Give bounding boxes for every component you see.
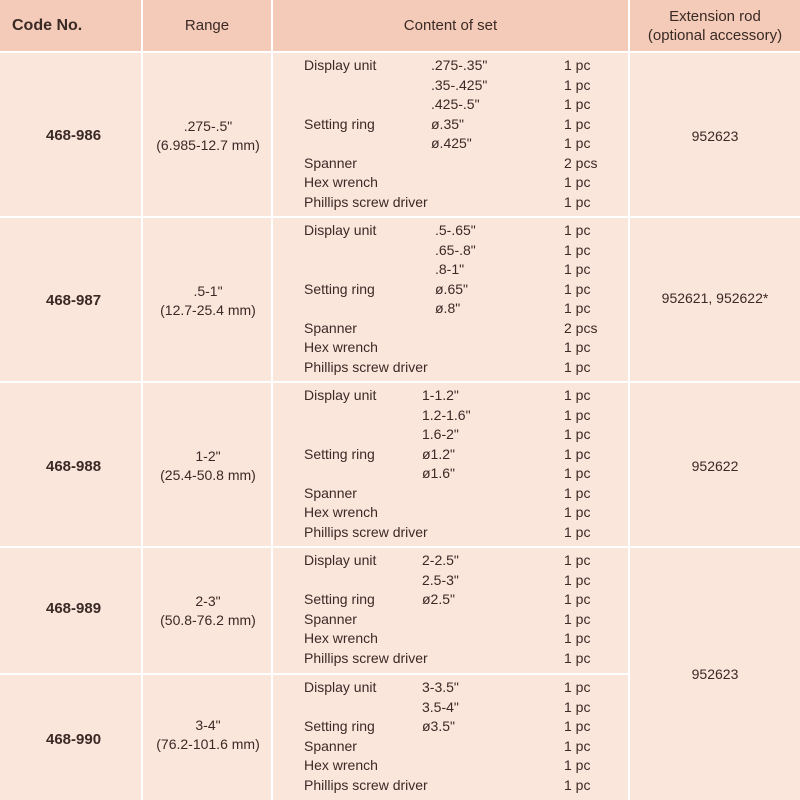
item-name: Spanner — [304, 737, 357, 754]
item-qty: 1 pc — [564, 698, 591, 715]
item-qty: 2 pcs — [564, 154, 598, 171]
range-cell — [143, 716, 273, 754]
grid-line — [0, 673, 628, 675]
item-spec: ø.8" — [435, 300, 461, 316]
item-spec: ø.65" — [435, 280, 468, 297]
item-name: Hex wrench — [304, 630, 378, 646]
item-name: Phillips screw driver — [304, 193, 428, 210]
grid-line — [0, 51, 800, 53]
item-name: Display unit — [304, 679, 377, 695]
header-content: Content of set — [273, 0, 628, 51]
item-qty: 1 pc — [564, 649, 591, 666]
item-qty: 1 pc — [564, 339, 591, 355]
header-code: Code No. — [0, 0, 141, 51]
item-name: Setting ring — [304, 445, 375, 462]
item-spec: ø.35" — [431, 115, 464, 132]
extension-rod: 952623 — [691, 666, 739, 682]
item-spec: .5-.65" — [435, 222, 476, 238]
item-qty: 1 pc — [564, 387, 591, 403]
item-name: Phillips screw driver — [304, 358, 428, 375]
item-spec: ø1.2" — [422, 445, 455, 462]
item-qty: 1 pc — [564, 358, 591, 375]
item-qty: 1 pc — [564, 679, 591, 695]
item-qty: 1 pc — [564, 718, 591, 734]
item-spec: 2.5-3" — [422, 571, 459, 588]
header-extension-line1: Extension rod — [669, 7, 761, 25]
range-cell — [143, 282, 273, 320]
item-name: Display unit — [304, 387, 377, 403]
item-qty: 1 pc — [564, 96, 591, 112]
item-qty: 1 pc — [564, 523, 591, 540]
header-extension — [630, 0, 800, 51]
range-mm: (50.8-76.2 mm) — [160, 612, 256, 628]
item-spec: 1-1.2" — [422, 387, 459, 403]
range-mm: (25.4-50.8 mm) — [160, 467, 256, 483]
item-qty: 1 pc — [564, 222, 591, 238]
item-name: Setting ring — [304, 718, 375, 734]
item-qty: 1 pc — [564, 591, 591, 607]
item-name: Spanner — [304, 319, 357, 336]
item-name: Display unit — [304, 552, 377, 568]
item-name: Hex wrench — [304, 504, 378, 520]
code-number: 468-987 — [46, 292, 102, 309]
item-qty: 1 pc — [564, 300, 591, 316]
item-spec: ø1.6" — [422, 465, 455, 481]
range-inch: 3-4" — [195, 717, 221, 733]
item-qty: 1 pc — [564, 571, 591, 588]
item-spec: .35-.425" — [431, 76, 488, 93]
item-name: Hex wrench — [304, 174, 378, 190]
item-qty: 1 pc — [564, 261, 591, 277]
extension-rod: 952623 — [691, 128, 739, 144]
range-mm: (6.985-12.7 mm) — [156, 137, 260, 153]
item-qty: 1 pc — [564, 776, 591, 793]
range-mm: (12.7-25.4 mm) — [160, 302, 256, 318]
range-inch: 2-3" — [195, 593, 221, 609]
range-cell — [143, 117, 273, 155]
item-name: Hex wrench — [304, 757, 378, 773]
range-inch: .275-.5" — [183, 118, 233, 134]
range-cell — [143, 592, 273, 630]
range-cell — [143, 447, 273, 485]
item-name: Spanner — [304, 610, 357, 627]
item-name: Setting ring — [304, 280, 375, 297]
code-number: 468-990 — [46, 731, 102, 748]
grid-line — [0, 381, 800, 383]
code-number: 468-989 — [46, 600, 102, 617]
item-qty: 1 pc — [564, 757, 591, 773]
item-qty: 1 pc — [564, 737, 591, 754]
item-qty: 1 pc — [564, 504, 591, 520]
grid-line — [0, 216, 800, 218]
item-name: Setting ring — [304, 591, 375, 607]
item-qty: 1 pc — [564, 241, 591, 258]
range-inch: 1-2" — [195, 448, 221, 464]
item-spec: .8-1" — [435, 261, 465, 277]
item-qty: 1 pc — [564, 76, 591, 93]
item-qty: 1 pc — [564, 174, 591, 190]
item-qty: 2 pcs — [564, 319, 598, 336]
item-qty: 1 pc — [564, 135, 591, 151]
range-mm: (76.2-101.6 mm) — [156, 736, 260, 752]
item-qty: 1 pc — [564, 552, 591, 568]
item-name: Spanner — [304, 484, 357, 501]
item-qty: 1 pc — [564, 193, 591, 210]
item-spec: 1.2-1.6" — [422, 406, 471, 423]
extension-rod: 952622 — [691, 458, 739, 474]
item-name: Setting ring — [304, 115, 375, 132]
header-range: Range — [143, 0, 271, 51]
range-inch: .5-1" — [193, 283, 223, 299]
item-name: Spanner — [304, 154, 357, 171]
item-qty: 1 pc — [564, 630, 591, 646]
item-name: Display unit — [304, 57, 377, 73]
item-spec: 3.5-4" — [422, 698, 459, 715]
item-qty: 1 pc — [564, 484, 591, 501]
grid-line — [0, 546, 800, 548]
item-name: Phillips screw driver — [304, 649, 428, 666]
item-spec: ø2.5" — [422, 591, 455, 607]
code-number: 468-986 — [46, 127, 102, 144]
item-spec: .275-.35" — [431, 57, 488, 73]
item-spec: 1.6-2" — [422, 426, 459, 442]
item-qty: 1 pc — [564, 465, 591, 481]
item-name: Hex wrench — [304, 339, 378, 355]
item-spec: .425-.5" — [431, 96, 480, 112]
item-qty: 1 pc — [564, 406, 591, 423]
extension-rod: 952621, 952622* — [661, 290, 769, 306]
item-qty: 1 pc — [564, 610, 591, 627]
item-qty: 1 pc — [564, 115, 591, 132]
header-extension-line2: (optional accessory) — [647, 26, 783, 44]
item-qty: 1 pc — [564, 426, 591, 442]
item-name: Phillips screw driver — [304, 523, 428, 540]
item-qty: 1 pc — [564, 280, 591, 297]
item-spec: ø.425" — [431, 135, 472, 151]
item-spec: .65-.8" — [435, 241, 476, 258]
item-qty: 1 pc — [564, 57, 591, 73]
code-number: 468-988 — [46, 458, 102, 475]
item-spec: 2-2.5" — [422, 552, 459, 568]
item-spec: ø3.5" — [422, 718, 455, 734]
item-name: Display unit — [304, 222, 377, 238]
item-qty: 1 pc — [564, 445, 591, 462]
item-name: Phillips screw driver — [304, 776, 428, 793]
item-spec: 3-3.5" — [422, 679, 459, 695]
